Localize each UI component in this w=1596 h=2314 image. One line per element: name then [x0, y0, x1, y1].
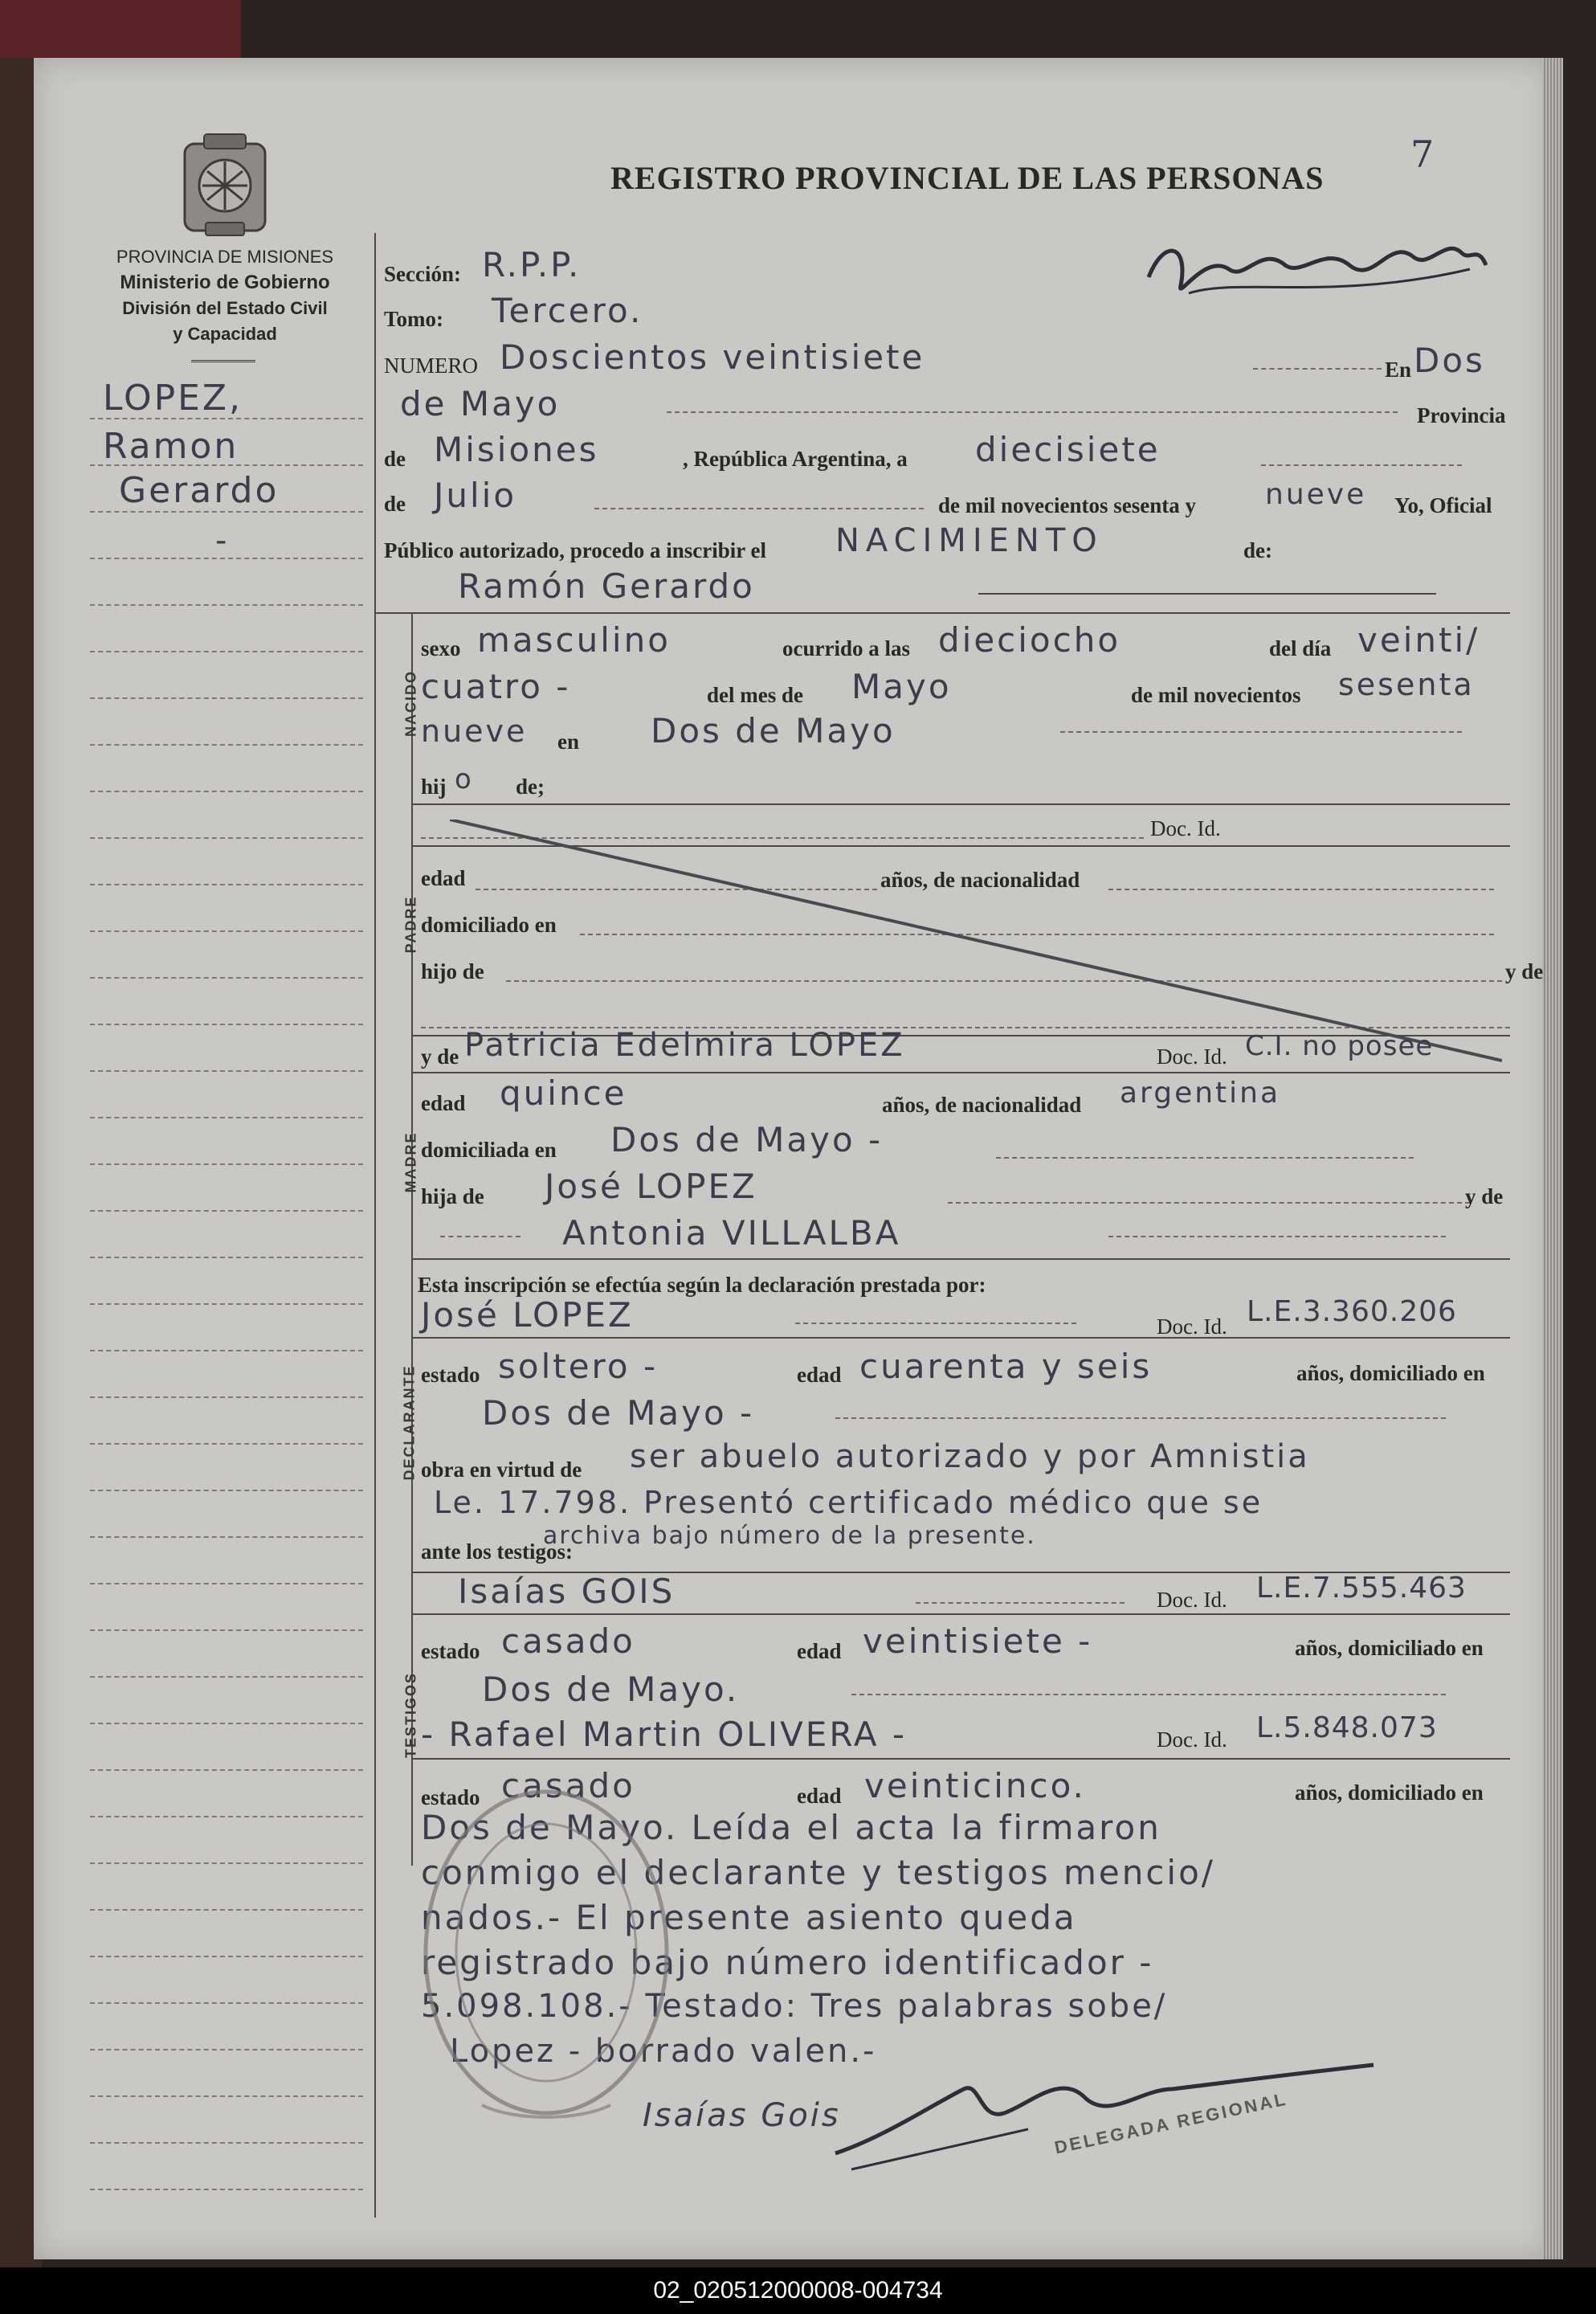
issuer-division: División del Estado Civil: [122, 298, 328, 318]
margin-ruled-line: [90, 837, 363, 839]
testigo2-doc-value: L.5.848.073: [1256, 1711, 1438, 1744]
anio-value: nueve: [1265, 478, 1367, 511]
cierre-line-6: Lopez - borrado valen.-: [450, 2033, 877, 2070]
dia-line: [1261, 464, 1462, 466]
section-madre-label: MADRE: [402, 1131, 419, 1193]
issuer-divider: [191, 360, 255, 362]
margin-ruled-line: [90, 1396, 363, 1398]
sexo-label: sexo: [421, 636, 461, 660]
margin-ruled-line: [90, 1350, 363, 1351]
issuer-ministry: Ministerio de Gobierno: [120, 272, 330, 293]
testigo2-nombre-value: - Rafael Martin OLIVERA -: [421, 1715, 908, 1754]
hora-label: ocurrido a las: [782, 636, 910, 660]
madre-nombre-value: Patricia Edelmira LOPEZ: [464, 1027, 905, 1064]
provincia-label: Provincia: [1417, 403, 1506, 427]
testigo2-edad-value: veinticinco.: [864, 1766, 1086, 1805]
numero-line: [1253, 368, 1382, 370]
section-testigos-label: TESTIGOS: [402, 1672, 419, 1759]
mes-value-nac: Mayo: [851, 667, 952, 706]
testigos-intro-label: ante los testigos:: [421, 1539, 573, 1564]
madre-nac-label: años, de nacionalidad: [882, 1093, 1082, 1117]
padre-edad-label: edad: [421, 866, 466, 890]
margin-ruled-line: [90, 558, 363, 559]
padre-yde-label: y de: [1505, 959, 1544, 983]
issuer-block: [80, 244, 369, 347]
testigo1-nombre-line: [916, 1602, 1125, 1604]
registry-seal-stamp: [410, 1768, 683, 2137]
en-label: En: [1385, 358, 1412, 382]
hij-value: o: [455, 763, 474, 795]
testigo2-top-rule: [411, 1758, 1510, 1760]
declarante-intro: Esta inscripción se efectúa según la declaración prestada por:: [418, 1273, 986, 1297]
declarante-obra2-value: Le. 17.798. Presentó certificado médico que se: [434, 1485, 1263, 1520]
margin-ruled-line: [90, 1163, 363, 1165]
madre-edad-value: quince: [500, 1073, 627, 1113]
section-nacido-label: NACIDO: [402, 670, 419, 737]
margin-ruled-line: [90, 464, 363, 466]
padre-doc-label: Doc. Id.: [1150, 816, 1221, 840]
padre-hijo-label: hijo de: [421, 959, 484, 983]
declarante-edad-value: cuarenta y seis: [859, 1347, 1153, 1386]
en-value: Dos: [1414, 341, 1485, 380]
declarante-estado-label: estado: [421, 1363, 480, 1387]
madre-doc-value: C.I. no posee: [1245, 1030, 1434, 1062]
padre-nac-label: años, de nacionalidad: [880, 868, 1080, 892]
dia-value-nac: veinti/: [1357, 620, 1480, 660]
hij-de-label: de;: [516, 775, 545, 799]
book-cover-edge: [0, 0, 241, 58]
testigo2-estado-label: estado: [421, 1785, 480, 1809]
anio2-value-nac: nueve: [421, 713, 528, 749]
margin-ruled-line: [90, 511, 363, 513]
margin-ruled-line: [90, 1629, 363, 1631]
madre-yde-label: y de: [421, 1045, 459, 1069]
testigo2-doc-label: Doc. Id.: [1157, 1727, 1227, 1752]
nombre-line: [978, 593, 1436, 595]
margin-ruled-line: [90, 1490, 363, 1491]
mes-label-nac: del mes de: [707, 683, 803, 707]
madre-dom-label: domiciliada en: [421, 1138, 557, 1162]
margin-ruled-line: [90, 1816, 363, 1817]
issuer-province: PROVINCIA DE MISIONES: [116, 247, 334, 267]
page-number: 7: [1410, 133, 1435, 176]
margin-ruled-line: [90, 418, 363, 419]
declarante-obra-label: obra en virtud de: [421, 1457, 582, 1482]
provincial-emblem-icon: [177, 133, 273, 241]
mes-value: Julio: [434, 476, 517, 515]
de-label: de: [384, 447, 406, 471]
cierre-line-5: 5.098.108.- Testado: Tres palabras sobe/: [421, 1988, 1168, 2025]
numero-label: NUMERO: [384, 354, 479, 378]
testigo1-estado-label: estado: [421, 1639, 480, 1663]
margin-ruled-line: [90, 930, 363, 932]
margin-ruled-line: [90, 1862, 363, 1864]
testigo1-edad-value: veintisiete -: [863, 1621, 1093, 1661]
testigo2-estado-value: casado: [501, 1766, 635, 1805]
margin-ruled-line: [90, 884, 363, 885]
anio-label: de mil novecientos sesenta y: [938, 493, 1196, 517]
declarante-obra-value: ser abuelo autorizado y por Amnistia: [630, 1438, 1310, 1475]
madre-bottom-rule: [411, 1258, 1510, 1260]
madre-edad-label: edad: [421, 1091, 466, 1115]
testigo1-nombre-value: Isaías GOIS: [458, 1572, 676, 1611]
testigo-signature: Isaías Gois: [643, 2097, 841, 2134]
margin-ruled-line: [90, 1443, 363, 1445]
margin-ruled-line: [90, 1070, 363, 1072]
testigo2-edad-label: edad: [797, 1784, 842, 1808]
margin-ruled-line: [90, 1257, 363, 1258]
margin-surname: LOPEZ,: [103, 378, 243, 419]
margin-ruled-line: [90, 791, 363, 792]
section-padre-label: PADRE: [402, 895, 419, 954]
publico-label: Público autorizado, procedo a inscribir el: [384, 538, 766, 562]
cierre-line-4: registrado bajo número identificador -: [421, 1943, 1154, 1982]
tomo-value: Tercero.: [492, 291, 643, 330]
dia-label: del día: [1269, 636, 1332, 660]
margin-ruled-line: [90, 1723, 363, 1724]
madre-nac-value: argentina: [1120, 1077, 1281, 1110]
margin-ruled-line: [90, 2142, 363, 2144]
margin-ruled-line: [90, 1956, 363, 1957]
testigo1-estado-value: casado: [501, 1621, 635, 1661]
cierre-line-3: nados.- El presente asiento queda: [421, 1898, 1077, 1937]
madre-dom-value: Dos de Mayo -: [610, 1120, 884, 1159]
margin-ruled-line: [90, 1769, 363, 1771]
official-signature-top: [1141, 221, 1494, 317]
numero-value: Doscientos veintisiete: [500, 337, 925, 377]
madre-madre-value: Antonia VILLALBA: [562, 1213, 901, 1253]
margin-ruled-line: [90, 1909, 363, 1911]
declarante-dom-label: años, domiciliado en: [1296, 1361, 1485, 1385]
anio-label-nac: de mil novecientos: [1131, 683, 1301, 707]
margin-first-name: Ramon: [103, 426, 239, 467]
testigo1-doc-value: L.E.7.555.463: [1256, 1572, 1467, 1605]
margin-ruled-line: [90, 604, 363, 606]
madre-padre-value: José LOPEZ: [545, 1167, 757, 1206]
hora-value: dieciocho: [938, 620, 1121, 660]
margin-ruled-line: [90, 744, 363, 746]
testigo1-dom-line: [851, 1694, 1446, 1695]
lugar-value-nac: Dos de Mayo: [651, 711, 896, 750]
seccion-value: R.P.P.: [482, 245, 582, 284]
margin-ruled-line: [90, 1117, 363, 1118]
officer-signature: [819, 2057, 1398, 2185]
margin-ruled-line: [90, 2095, 363, 2097]
testigo2-dom-label: años, domiciliado en: [1295, 1780, 1484, 1805]
margin-ruled-line: [90, 1583, 363, 1584]
republica-label: , República Argentina, a: [683, 447, 908, 471]
padre-dom-label: domiciliado en: [421, 913, 557, 937]
testigo1-top-rule: [411, 1613, 1510, 1615]
lugar-line-nac: [1060, 731, 1462, 733]
declarante-dom-value: Dos de Mayo -: [482, 1393, 755, 1433]
section-declarante-label: DECLARANTE: [401, 1364, 418, 1481]
nacido-top-rule: [374, 612, 1510, 614]
tomo-label: Tomo:: [384, 307, 444, 331]
testigo1-dom-label: años, domiciliado en: [1295, 1636, 1484, 1660]
declarante-top-rule: [411, 1337, 1510, 1339]
declarante-nombre-line: [795, 1323, 1076, 1324]
madre-madre-line-a: [440, 1236, 520, 1237]
declarante-dom-line: [835, 1417, 1446, 1419]
declarante-edad-label: edad: [797, 1363, 842, 1387]
yo-label: Yo, Oficial: [1394, 493, 1492, 517]
margin-ruled-line: [90, 1536, 363, 1538]
margin-ruled-line: [90, 2049, 363, 2050]
anio-value-nac: sesenta: [1338, 667, 1475, 702]
madre-doc-label: Doc. Id.: [1157, 1045, 1227, 1069]
issuer-capacity: y Capacidad: [173, 324, 277, 344]
provincia-value: Misiones: [434, 430, 599, 469]
madre-madre-line-b: [1108, 1236, 1446, 1237]
mes-line: [594, 508, 924, 509]
en-label-nac: en: [557, 730, 579, 754]
madre-dom-line: [996, 1157, 1414, 1159]
margin-ruled-line: [90, 2002, 363, 2004]
lugar-line: [667, 411, 1398, 413]
declarante-nombre-value: José LOPEZ: [421, 1295, 634, 1335]
declarante-obra3-value: archiva bajo número de la presente.: [543, 1522, 1036, 1550]
hij-label: hij: [421, 775, 447, 799]
madre-yde2-label: y de: [1465, 1184, 1504, 1208]
margin-separator: [374, 233, 376, 2218]
cierre-line-1: Dos de Mayo. Leída el acta la firmaron: [421, 1808, 1161, 1847]
declarante-estado-value: soltero -: [498, 1347, 659, 1386]
margin-ruled-line: [90, 1210, 363, 1212]
acto-value: NACIMIENTO: [835, 522, 1104, 559]
nacido-bottom-rule: [411, 803, 1510, 805]
nombre-value: Ramón Gerardo: [458, 566, 755, 606]
margin-ruled-line: [90, 697, 363, 699]
dia2-value: cuatro -: [421, 667, 571, 706]
margin-ruled-line: [90, 1676, 363, 1678]
margin-dash: -: [215, 522, 230, 559]
margin-ruled-line: [90, 977, 363, 979]
office-stamp: DELEGADA REGIONAL: [1052, 2088, 1290, 2158]
page-stack-edge: [1542, 58, 1563, 2259]
de-colon-label: de:: [1243, 538, 1272, 562]
margin-ruled-line: [90, 2189, 363, 2190]
declarante-doc-value: L.E.3.360.206: [1247, 1295, 1457, 1328]
declarante-doc-label: Doc. Id.: [1157, 1314, 1227, 1339]
lugar-value: de Mayo: [400, 384, 561, 423]
margin-ruled-line: [90, 1303, 363, 1305]
cierre-line-2: conmigo el declarante y testigos mencio/: [421, 1853, 1215, 1892]
margin-ruled-line: [90, 1024, 363, 1025]
scan-identifier: 02_020512000008-004734: [0, 2267, 1596, 2314]
mes-label: de: [384, 492, 406, 516]
testigo1-edad-label: edad: [797, 1639, 842, 1663]
madre-padre-line: [948, 1202, 1470, 1204]
page-title: REGISTRO PROVINCIAL DE LAS PERSONAS: [610, 160, 1325, 196]
sexo-value: masculino: [477, 620, 671, 660]
dia-value: diecisiete: [975, 430, 1161, 469]
testigo1-doc-label: Doc. Id.: [1157, 1588, 1227, 1612]
margin-middle-name: Gerardo: [119, 470, 280, 511]
testigo1-dom-value: Dos de Mayo.: [482, 1670, 740, 1709]
madre-hija-label: hija de: [421, 1184, 484, 1208]
seccion-label: Sección:: [384, 262, 461, 286]
margin-ruled-line: [90, 651, 363, 652]
